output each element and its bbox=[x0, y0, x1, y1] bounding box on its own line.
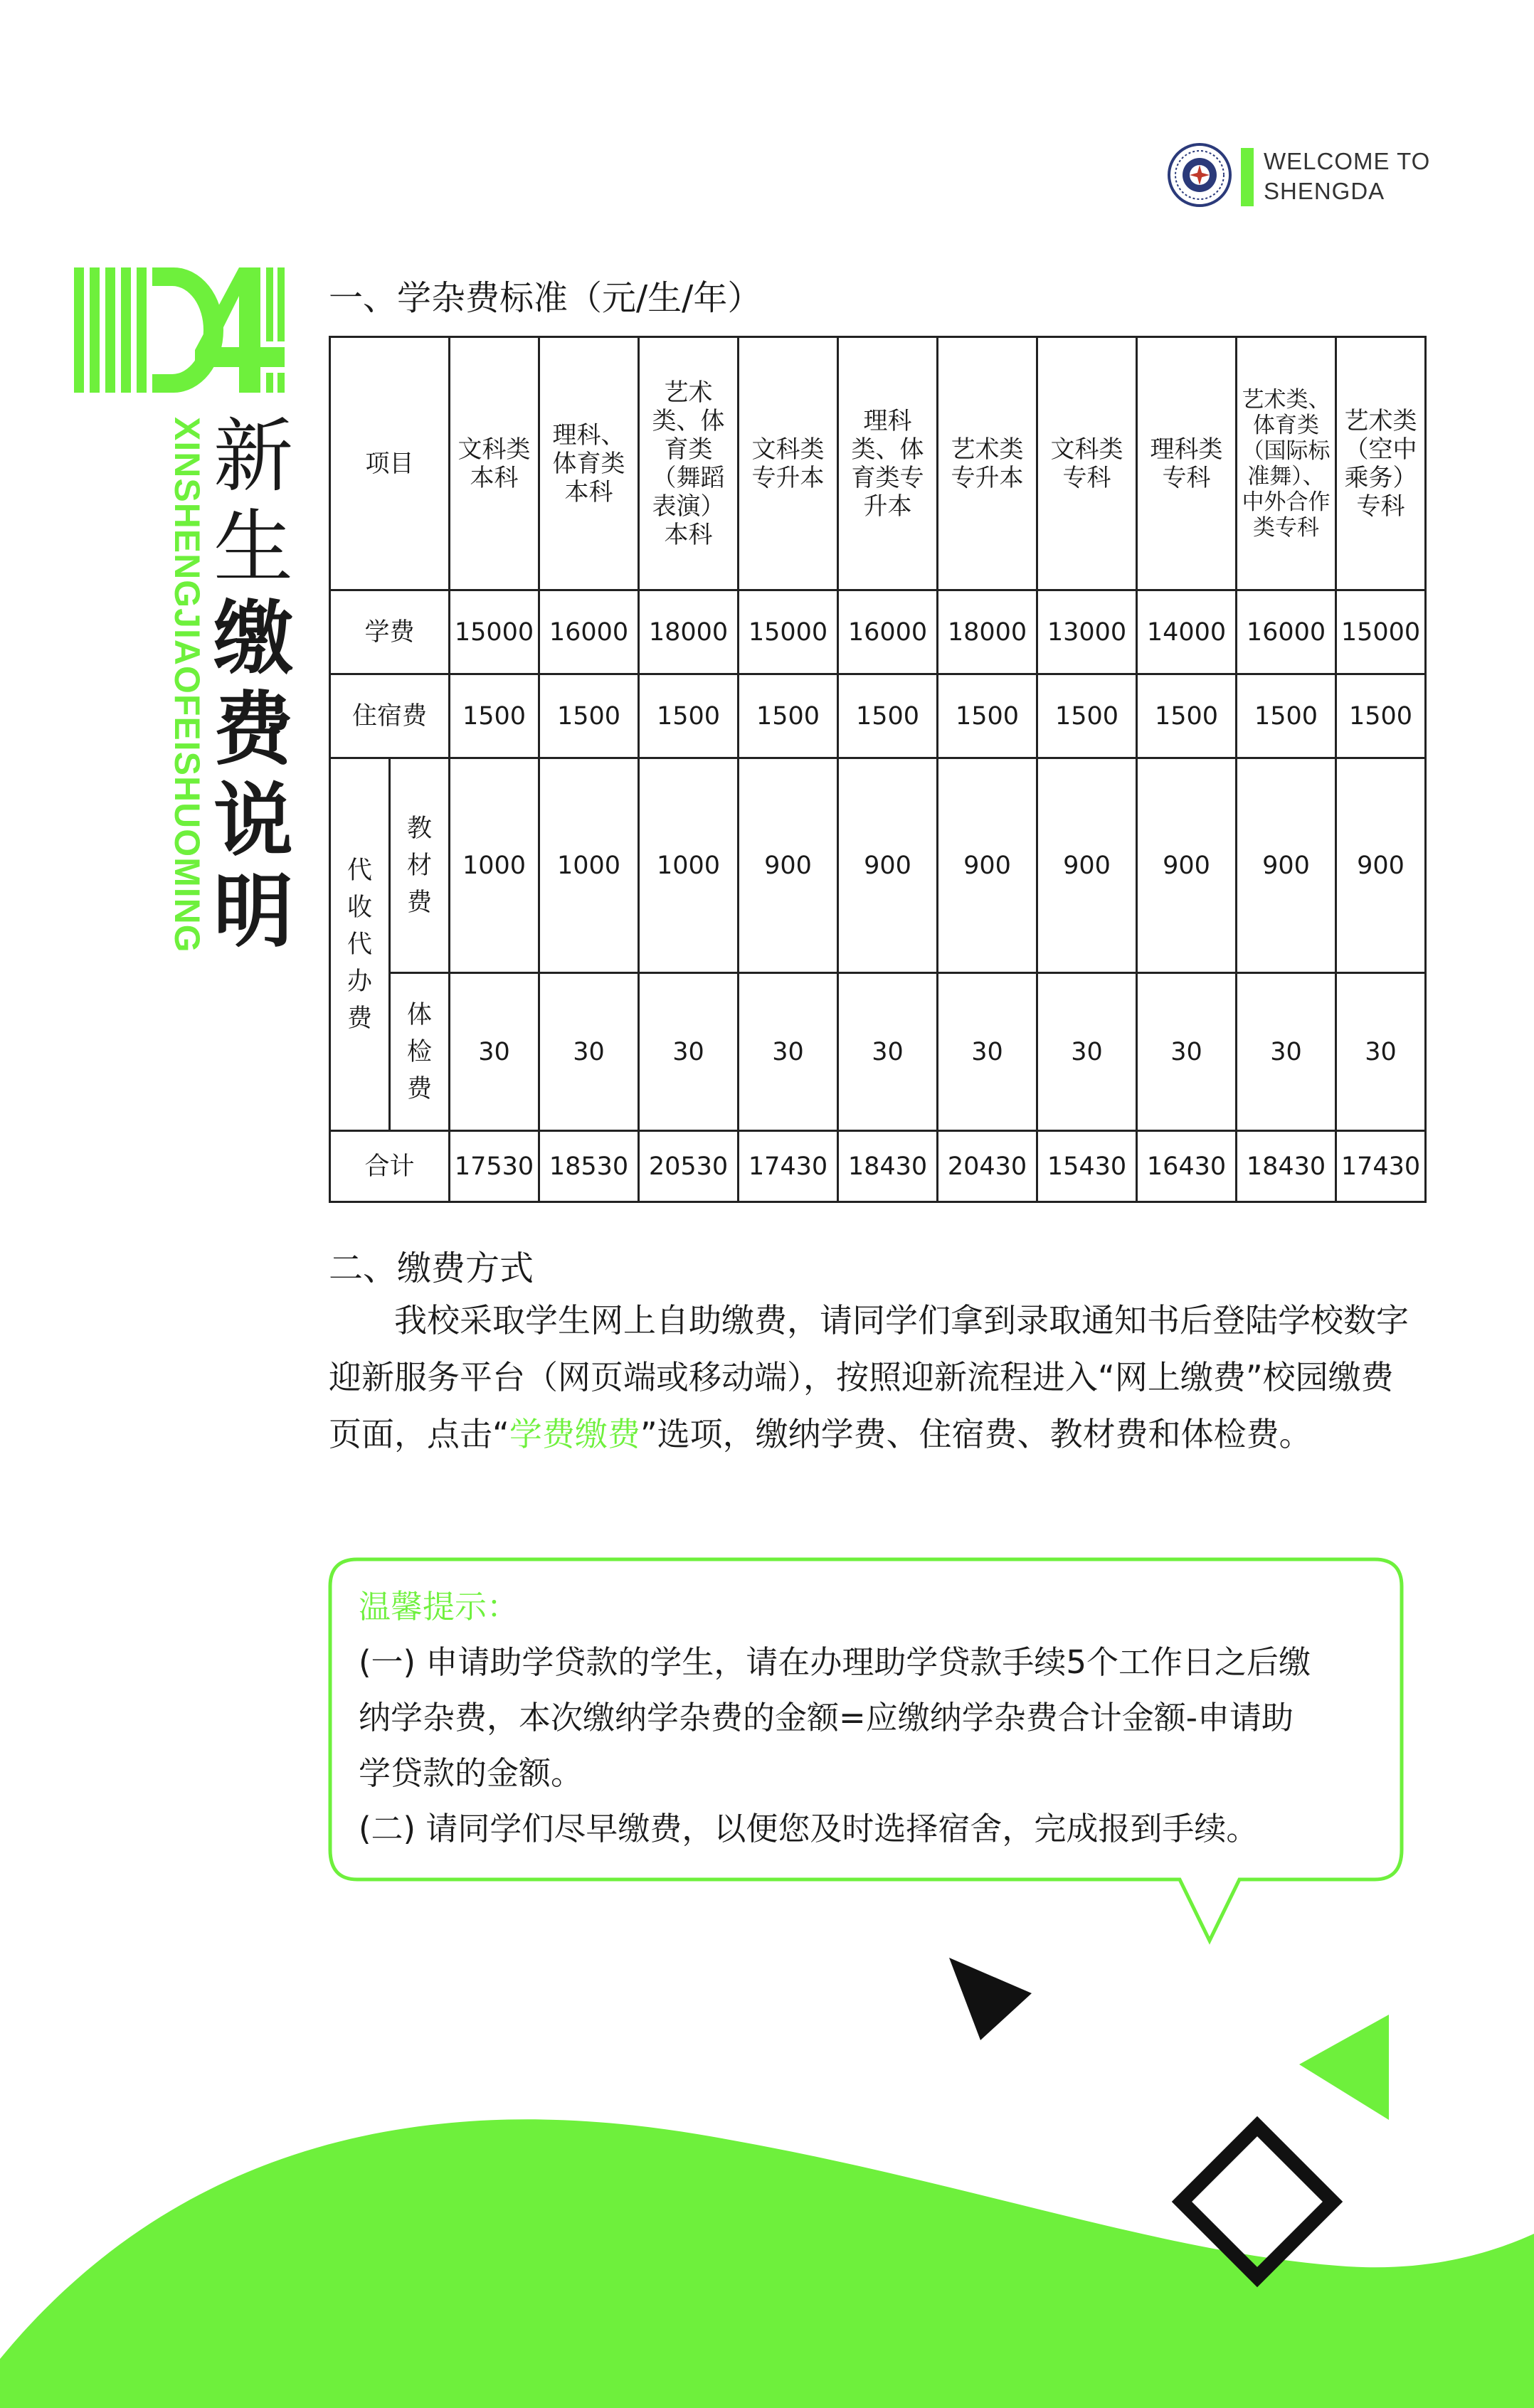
table-cell: 1500 bbox=[1137, 674, 1237, 758]
section1-title: 一、学杂费标准（元/生/年） bbox=[329, 278, 762, 318]
table-cell: 20430 bbox=[938, 1131, 1037, 1202]
table-cell: 30 bbox=[639, 973, 739, 1131]
table-cell: 13000 bbox=[1037, 590, 1137, 674]
table-cell: 1500 bbox=[639, 674, 739, 758]
payment-paragraph bbox=[329, 1292, 1424, 1463]
title-char: 说 bbox=[213, 775, 293, 867]
title-char: 缴 bbox=[213, 593, 293, 685]
table-cell: 18000 bbox=[938, 590, 1037, 674]
tip-line: 纳学杂费，本次缴纳学杂费的金额=应缴纳学杂费合计金额-申请助 bbox=[359, 1699, 1294, 1736]
table-cell: 30 bbox=[838, 973, 938, 1131]
table-cell: 1500 bbox=[539, 674, 639, 758]
table-cell: 1000 bbox=[450, 758, 539, 973]
item-header: 项目 bbox=[330, 337, 450, 590]
tip-line: (一) 申请助学贷款的学生，请在办理助学贷款手续5个工作日之后缴 bbox=[359, 1643, 1311, 1681]
table-cell: 30 bbox=[1037, 973, 1137, 1131]
table-cell: 1500 bbox=[1237, 674, 1336, 758]
row-label: 体检费 bbox=[390, 973, 450, 1131]
column-header: 艺术类专升本 bbox=[938, 337, 1037, 590]
table-cell: 900 bbox=[838, 758, 938, 973]
table-cell: 1500 bbox=[739, 674, 838, 758]
title-char: 明 bbox=[213, 866, 293, 958]
column-header: 艺术类、体育类（舞蹈表演）本科 bbox=[639, 337, 739, 590]
table-cell: 30 bbox=[1137, 973, 1237, 1131]
table-cell: 1500 bbox=[1336, 674, 1426, 758]
fee-table bbox=[329, 336, 1427, 1203]
title-pinyin-text: XINSHENGJIAOFEISHUOMING bbox=[167, 417, 207, 953]
table-cell: 1500 bbox=[838, 674, 938, 758]
tip-line: (二) 请同学们尽早缴费，以便您及时选择宿舍，完成报到手续。 bbox=[359, 1810, 1259, 1847]
table-cell: 1000 bbox=[539, 758, 639, 973]
row-label: 合计 bbox=[330, 1131, 450, 1202]
table-row-dorm bbox=[330, 674, 1426, 758]
table-cell: 16000 bbox=[838, 590, 938, 674]
table-cell: 16000 bbox=[539, 590, 639, 674]
column-header: 文科类专升本 bbox=[739, 337, 838, 590]
section2-title: 二、缴费方式 bbox=[329, 1248, 534, 1288]
table-row-tuition bbox=[330, 590, 1426, 674]
table-cell: 18430 bbox=[838, 1131, 938, 1202]
table-cell: 1000 bbox=[639, 758, 739, 973]
title-char: 生 bbox=[213, 502, 293, 594]
row-label: 学费 bbox=[330, 590, 450, 674]
welcome-line1: WELCOME TO bbox=[1264, 148, 1431, 174]
column-header: 文科类本科 bbox=[450, 337, 539, 590]
table-cell: 17530 bbox=[450, 1131, 539, 1202]
green-triangle-shape bbox=[1299, 2015, 1389, 2120]
black-triangle-shape bbox=[949, 1958, 1032, 2040]
table-header-row bbox=[330, 337, 1426, 590]
table-cell: 900 bbox=[1336, 758, 1426, 973]
table-cell: 16430 bbox=[1137, 1131, 1237, 1202]
column-header: 理科类专科 bbox=[1137, 337, 1237, 590]
school-seal-icon bbox=[1167, 142, 1232, 208]
section-number-04 bbox=[74, 267, 295, 393]
column-header: 理科类、体育类专升本 bbox=[838, 337, 938, 590]
table-cell: 1500 bbox=[1037, 674, 1137, 758]
decorative-shapes bbox=[0, 1921, 1534, 2408]
row-label: 住宿费 bbox=[330, 674, 450, 758]
paragraph-text: 我校采取学生网上自助缴费，请同学们拿到录取通知书后登陆学校数字迎新服务平台（网页端或移动端），按照迎新流程进入“网上缴费”校园缴费页面，点击“ bbox=[329, 1301, 1409, 1453]
table-cell: 17430 bbox=[739, 1131, 838, 1202]
column-header: 文科类专科 bbox=[1037, 337, 1137, 590]
welcome-line2: SHENGDA bbox=[1264, 178, 1385, 204]
table-row-total bbox=[330, 1131, 1426, 1202]
table-cell: 30 bbox=[739, 973, 838, 1131]
title-char: 费 bbox=[213, 684, 293, 776]
welcome-text bbox=[1264, 147, 1430, 206]
agent-fee-label: 代收代办费 bbox=[330, 758, 390, 1131]
table-row-exam bbox=[330, 973, 1426, 1131]
highlight-text: 学费缴费 bbox=[509, 1415, 640, 1453]
header-accent-bar bbox=[1241, 148, 1254, 206]
paragraph-text-end: ”选项，缴纳学费、住宿费、教材费和体检费。 bbox=[640, 1415, 1312, 1453]
title-char: 新 bbox=[213, 410, 293, 503]
table-row-books bbox=[330, 758, 1426, 973]
column-header: 艺术类（空中乘务）专科 bbox=[1336, 337, 1426, 590]
row-label: 教材费 bbox=[390, 758, 450, 973]
table-cell: 15000 bbox=[739, 590, 838, 674]
tip-line: 学贷款的金额。 bbox=[359, 1754, 583, 1792]
table-cell: 16000 bbox=[1237, 590, 1336, 674]
column-header: 艺术类、体育类（国际标准舞）、中外合作类专科 bbox=[1237, 337, 1336, 590]
table-cell: 14000 bbox=[1137, 590, 1237, 674]
table-cell: 900 bbox=[1037, 758, 1137, 973]
column-header: 理科、体育类本科 bbox=[539, 337, 639, 590]
tip-content bbox=[359, 1579, 1383, 1857]
table-cell: 15000 bbox=[1336, 590, 1426, 674]
table-cell: 18530 bbox=[539, 1131, 639, 1202]
table-cell: 1500 bbox=[938, 674, 1037, 758]
table-cell: 900 bbox=[938, 758, 1037, 973]
table-cell: 30 bbox=[1336, 973, 1426, 1131]
table-cell: 900 bbox=[1137, 758, 1237, 973]
table-cell: 20530 bbox=[639, 1131, 739, 1202]
table-cell: 30 bbox=[1237, 973, 1336, 1131]
table-cell: 15430 bbox=[1037, 1131, 1137, 1202]
table-cell: 15000 bbox=[450, 590, 539, 674]
table-cell: 900 bbox=[739, 758, 838, 973]
table-cell: 30 bbox=[539, 973, 639, 1131]
table-cell: 30 bbox=[938, 973, 1037, 1131]
table-cell: 18430 bbox=[1237, 1131, 1336, 1202]
table-cell: 30 bbox=[450, 973, 539, 1131]
tip-title: 温馨提示： bbox=[359, 1588, 519, 1625]
table-cell: 1500 bbox=[450, 674, 539, 758]
table-cell: 18000 bbox=[639, 590, 739, 674]
table-cell: 17430 bbox=[1336, 1131, 1426, 1202]
table-cell: 900 bbox=[1237, 758, 1336, 973]
page-title bbox=[213, 411, 299, 958]
